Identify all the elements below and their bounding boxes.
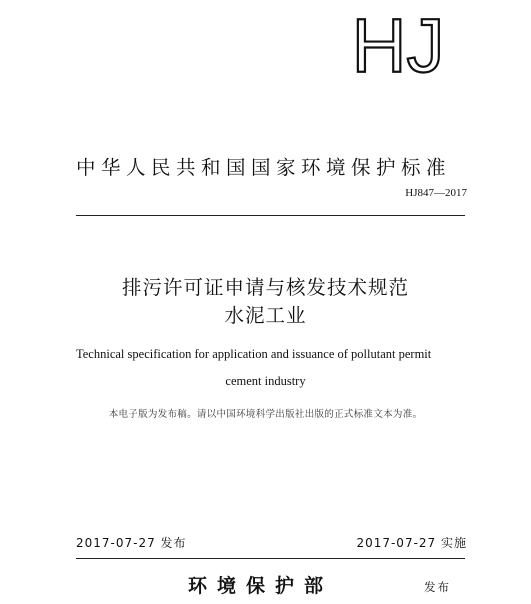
electronic-version-notice: 本电子版为发布稿。请以中国环境科学出版社出版的正式标准文本为准。 — [108, 409, 423, 420]
document-title: 排污许可证申请与核发技术规范 — [121, 276, 409, 299]
implementation-date: 2017-07-27 实施 — [356, 536, 467, 550]
english-title-line-1: Technical specification for application and issuance of pollutant permit — [76, 347, 432, 361]
english-title-line-2: cement industry — [225, 374, 306, 388]
national-standard-title: 中华人民共和国国家环境保护标准 — [76, 156, 452, 179]
bottom-divider — [76, 558, 465, 559]
svg-text:HJ: HJ — [352, 12, 444, 80]
standard-code: HJ847—2017 — [405, 187, 467, 199]
top-divider — [76, 215, 465, 216]
issuing-authority: 环境保护部 — [188, 575, 334, 597]
hj-logo — [352, 12, 444, 80]
issue-date: 2017-07-27 发布 — [76, 536, 187, 550]
document-subtitle: 水泥工业 — [224, 304, 307, 327]
hj-logo-graphic — [352, 12, 444, 80]
issued-label: 发布 — [424, 580, 451, 594]
